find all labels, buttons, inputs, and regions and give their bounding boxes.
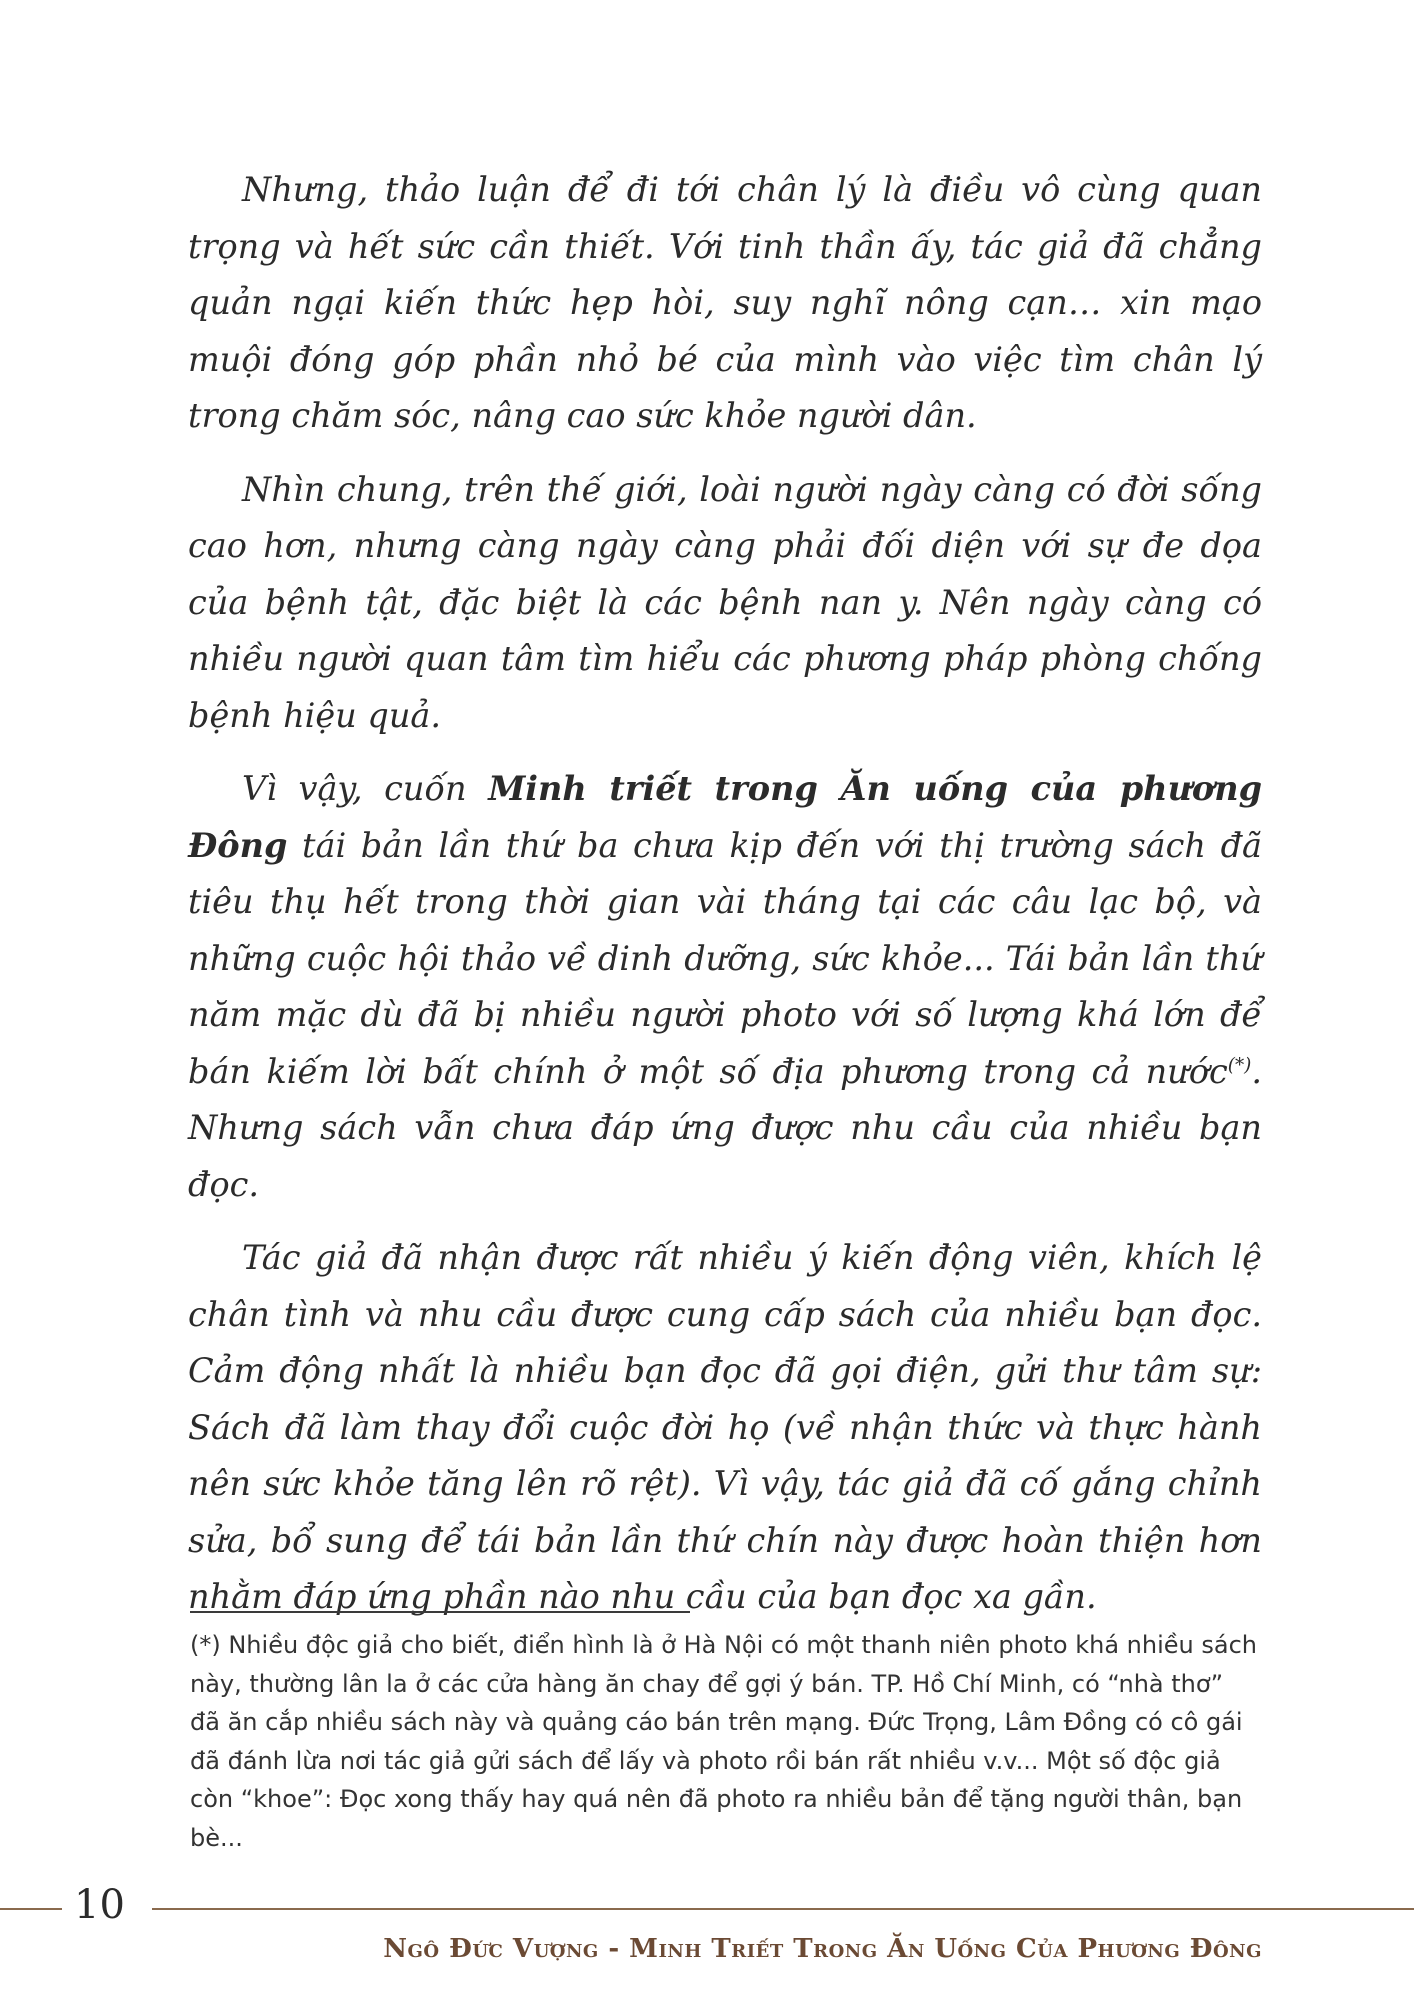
paragraph-4: Tác giả đã nhận được rất nhiều ý kiến động viên, khích lệ chân tình và nhu cầu được cung cấp sách của nhiều bạn đọc. Cảm động nhất là nhiều bạn đọc đã gọi điện, gửi thư tâm sự: Sách đã làm thay đổi cuộc đời họ (về nhận thức và thực hành nên sức khỏe tăng lên rõ rệt). Vì vậy, tác giả đã cố gắng chỉnh sửa, bổ sung để tái bản lần thứ chín này được hoàn thiện hơn nhằm đáp ứng phần nào nhu cầu của bạn đọc xa gần. [188, 1238, 1262, 1616]
paragraph-2: Nhìn chung, trên thế giới, loài người ngày càng có đời sống cao hơn, nhưng càng ngày càng phải đối diện với sự đe dọa của bệnh tật, đặc biệt là các bệnh nan y. Nên ngày càng có nhiều người quan tâm tìm hiểu các phương pháp phòng chống bệnh hiệu quả. [188, 469, 1262, 735]
paragraph-3-main: tái bản lần thứ ba chưa kịp đến với thị trường sách đã tiêu thụ hết trong thời gian vài tháng tại các câu lạc bộ, và những cuộc hội thảo về dinh dưỡng, sức khỏe... Tái bản lần thứ năm mặc dù đã bị nhiều người photo với số lượng khá lớn để bán kiếm lời bất chính ở một số địa phương trong cả nước [188, 825, 1262, 1091]
running-title: Ngô Đức Vượng - Minh Triết Trong Ăn Uống Của Phương Đông [383, 1934, 1262, 1964]
paragraph-3 [188, 761, 1262, 1213]
footnote-marker: (*) [1227, 1054, 1252, 1076]
paragraph-3-end: . Nhưng sách vẫn chưa đáp ứng được nhu cầu của nhiều bạn đọc. [188, 1051, 1262, 1204]
footer-rule-left [0, 1908, 62, 1910]
footnote: (*) Nhiều độc giả cho biết, điển hình là ở Hà Nội có một thanh niên photo khá nhiều sách này, thường lân la ở các cửa hàng ăn chay để gợi ý bán. TP. Hồ Chí Minh, có “nhà thơ” đã ăn cắp nhiều sách này và quảng cáo bán trên mạng. Đức Trọng, Lâm Đồng có cô gái đã đánh lừa nơi tác giả gửi sách để lấy và photo rồi bán rất nhiều v.v... Một số độc giả còn “khoe”: Đọc xong thấy hay quá nên đã photo ra nhiều bản để tặng người thân, bạn bè... [190, 1631, 1257, 1852]
footnote-divider [190, 1611, 690, 1613]
footer-rule-right [152, 1908, 1414, 1910]
paragraph-1: Nhưng, thảo luận để đi tới chân lý là điều vô cùng quan trọng và hết sức cần thiết. Với tinh thần ấy, tác giả đã chẳng quản ngại kiến thức hẹp hòi, suy nghĩ nông cạn… xin mạo muội đóng góp phần nhỏ bé của mình vào việc tìm chân lý trong chăm sóc, nâng cao sức khỏe người dân. [188, 170, 1262, 435]
page-footer [0, 1882, 1414, 1988]
paragraph-3-intro: Vì vậy, cuốn [242, 769, 489, 808]
page-number: 10 [74, 1882, 125, 1928]
body-text [188, 162, 1262, 1643]
book-title: Minh triết trong Ăn uống của phương Đông [188, 769, 1262, 865]
